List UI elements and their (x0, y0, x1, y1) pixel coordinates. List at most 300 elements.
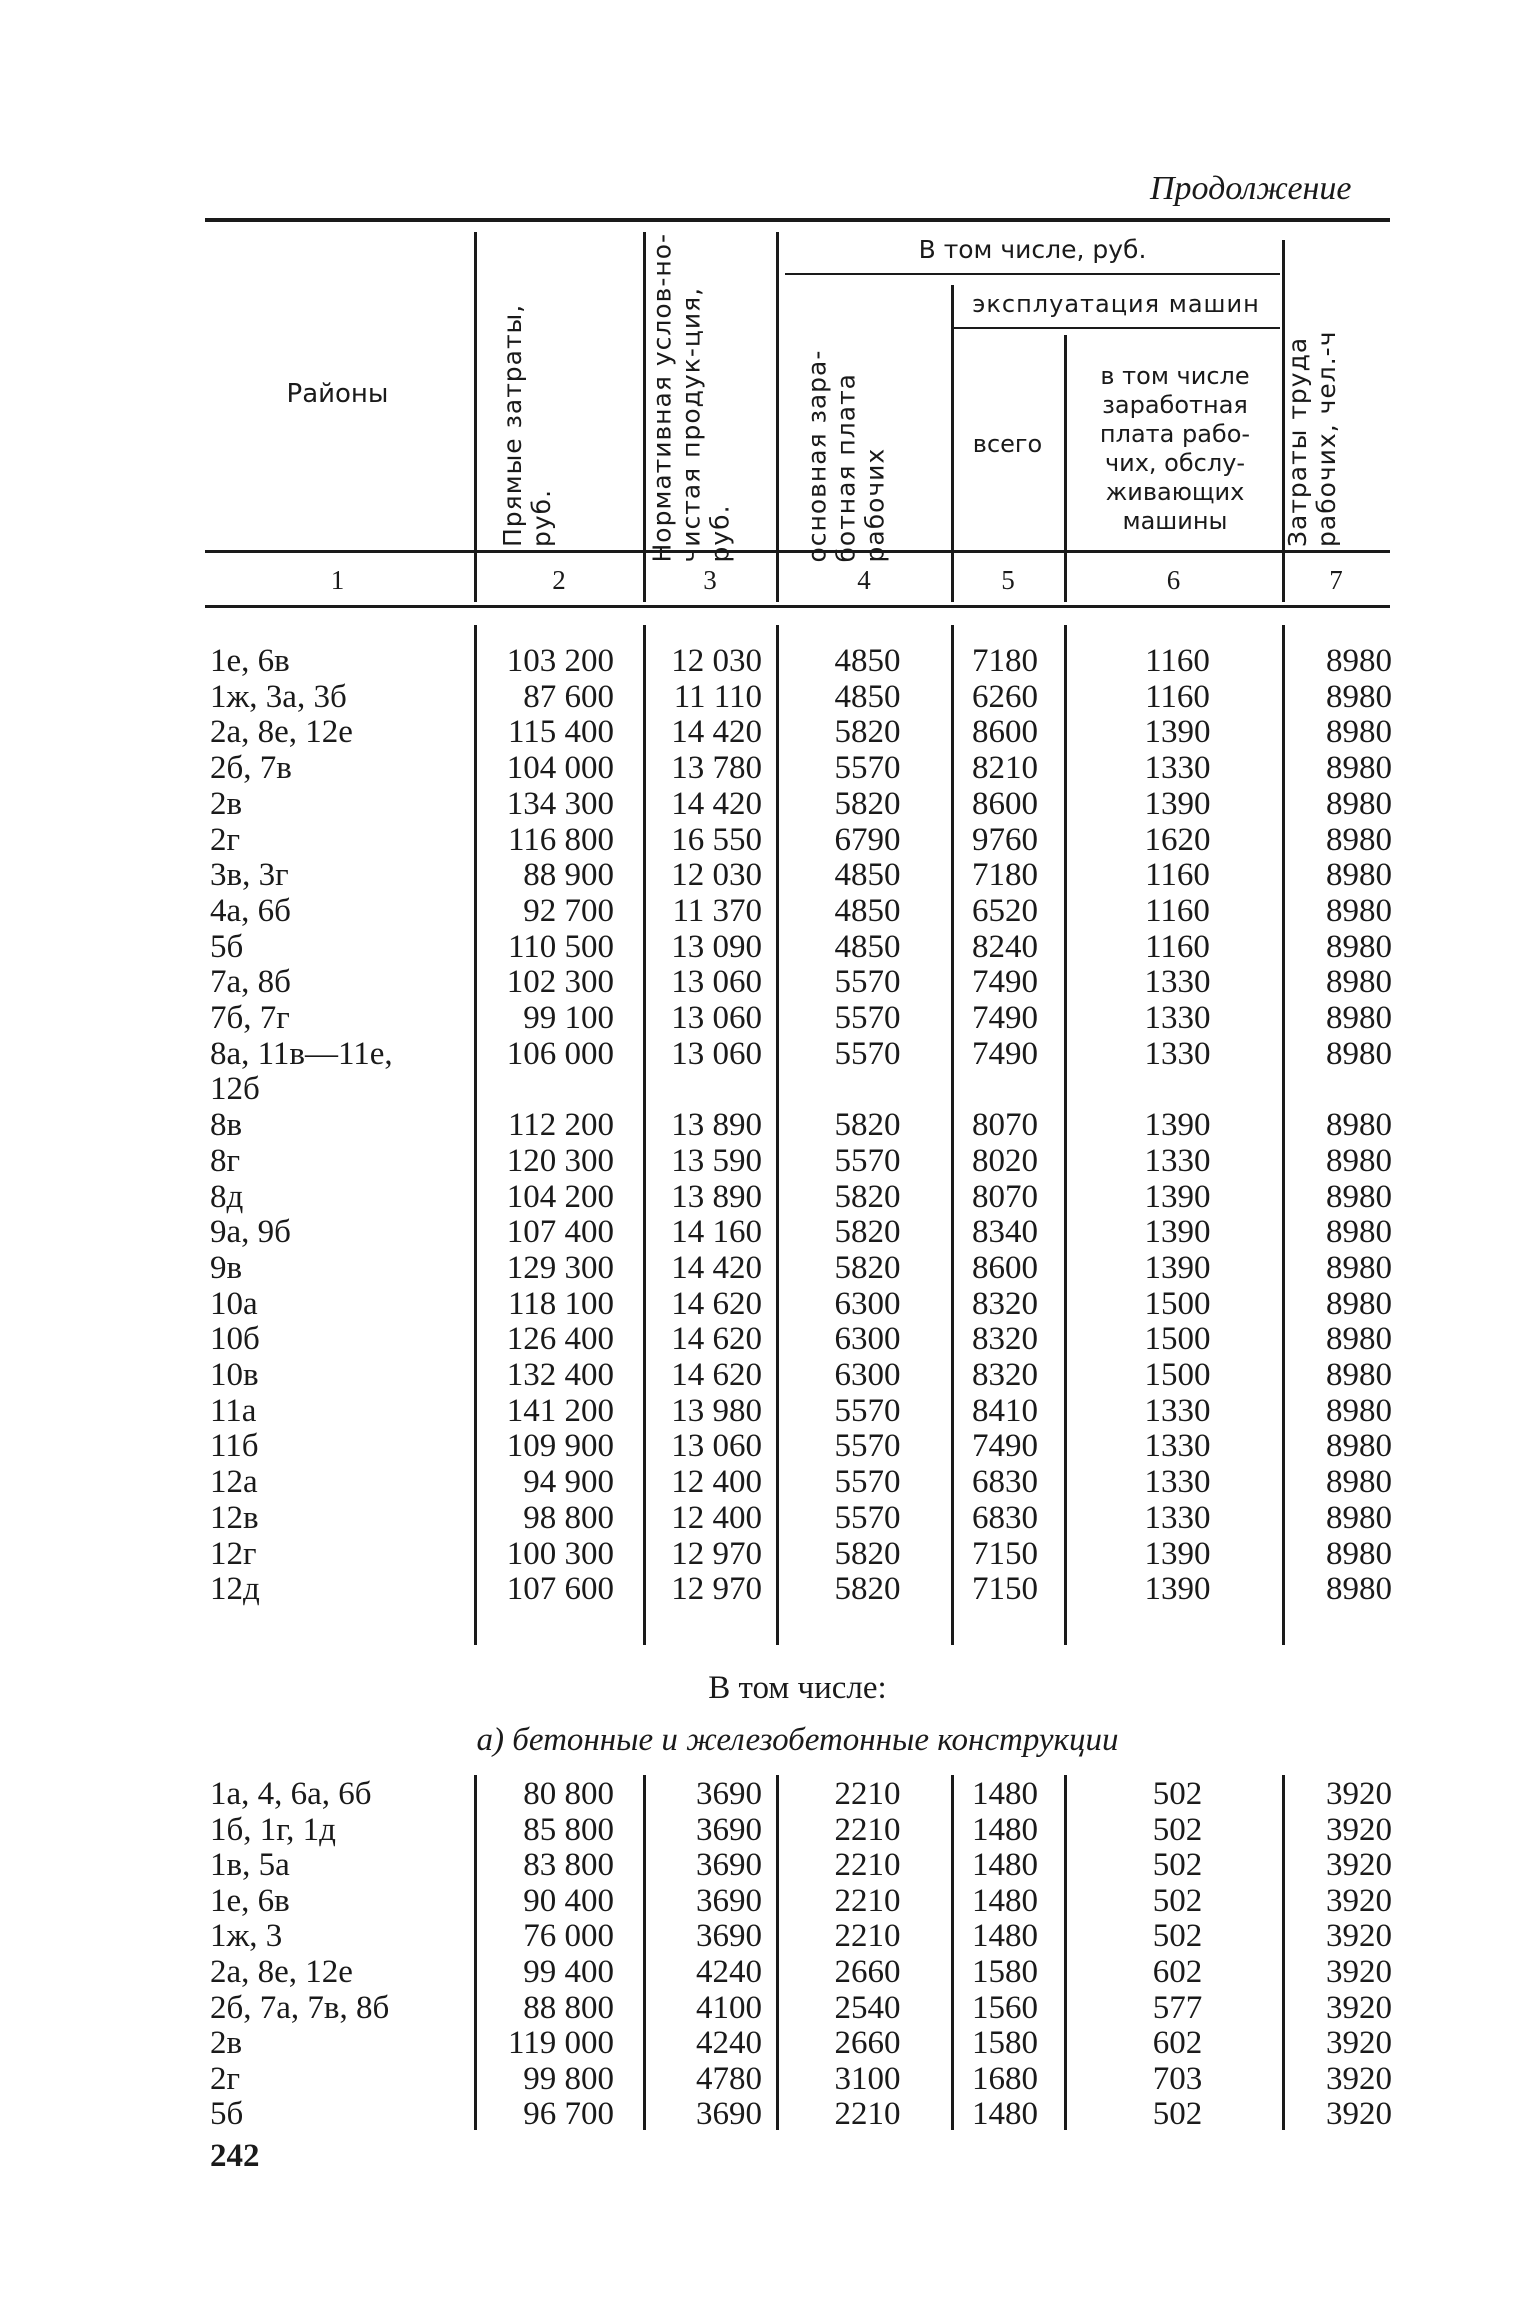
cell-labor-hours: 8980 (1326, 1000, 1392, 1036)
cell-base-wages: 5570 (834, 1000, 901, 1036)
table-row (0, 822, 1540, 858)
header-col2: Прямые затраты, руб. (498, 303, 556, 547)
cell-direct-costs: 132 400 (506, 1357, 614, 1393)
cell-direct-costs: 94 900 (523, 1464, 614, 1501)
cell-base-wages: 2210 (834, 1776, 901, 1812)
cell-district: 2а, 8е, 12е (210, 1954, 353, 1990)
table-row (0, 1883, 1540, 1919)
cell-machines-total: 8340 (972, 1214, 1038, 1251)
table-row (0, 1500, 1540, 1536)
cell-district: 11б (210, 1428, 259, 1465)
cell-labor-hours: 8980 (1326, 1214, 1392, 1251)
cell-district: 12а (210, 1464, 258, 1501)
cell-machines-total: 8020 (972, 1142, 1038, 1179)
cell-labor-hours: 8980 (1326, 1321, 1392, 1358)
header-group: В том числе, руб. (918, 235, 1147, 264)
cell-district: 2в (210, 785, 243, 822)
cell-base-wages: 5570 (834, 1035, 901, 1072)
cell-district: 12г (210, 1535, 257, 1572)
cell-base-wages: 5820 (834, 1178, 901, 1215)
cell-machine-wages: 1160 (1145, 857, 1210, 894)
cell-net-output: 12 030 (671, 643, 762, 679)
cell-net-output: 14 420 (671, 785, 762, 822)
cell-net-output: 3690 (696, 1776, 762, 1812)
cell-district: 10б (210, 1321, 260, 1358)
cell-base-wages: 2660 (834, 1954, 901, 1990)
cell-machine-wages: 1390 (1144, 785, 1211, 822)
cell-direct-costs: 80 800 (523, 1776, 614, 1812)
cell-direct-costs: 141 200 (506, 1392, 614, 1429)
table-row (0, 929, 1540, 965)
header-machines: эксплуатация машин (972, 290, 1260, 318)
vline-4 (951, 285, 954, 602)
cell-district: 2г (210, 2060, 241, 2097)
cell-direct-costs: 88 800 (523, 1989, 614, 2026)
cell-base-wages: 5570 (834, 1392, 901, 1429)
table-row (0, 1990, 1540, 2026)
table-row (0, 1571, 1540, 1607)
cell-base-wages: 5820 (834, 1107, 901, 1144)
table-row (0, 1536, 1540, 1572)
table-row (0, 750, 1540, 786)
cell-direct-costs: 85 800 (523, 1811, 614, 1848)
cell-machine-wages: 1330 (1144, 1035, 1211, 1072)
cell-labor-hours: 8980 (1326, 1464, 1392, 1501)
cell-direct-costs: 104 200 (506, 1178, 614, 1215)
table-row (0, 1036, 1540, 1072)
cell-machine-wages: 1160 (1145, 892, 1210, 929)
vline-1 (474, 232, 477, 602)
cell-machine-wages: 1330 (1144, 1499, 1211, 1536)
cell-machine-wages: 602 (1152, 1954, 1203, 1990)
cell-machines-total: 8600 (972, 714, 1038, 751)
cell-net-output: 14 420 (671, 714, 762, 751)
cell-machines-total: 8410 (972, 1392, 1038, 1429)
cell-district: 12б (210, 1071, 260, 1108)
cell-net-output: 14 160 (671, 1214, 762, 1251)
cell-labor-hours: 3920 (1326, 1989, 1392, 2026)
cell-base-wages: 2210 (834, 2096, 901, 2133)
cell-base-wages: 5570 (834, 1428, 901, 1465)
cell-direct-costs: 120 300 (506, 1142, 614, 1179)
cell-machines-total: 7180 (972, 643, 1038, 679)
table-row (0, 1107, 1540, 1143)
table-row (0, 679, 1540, 715)
cell-district: 2а, 8е, 12е (210, 714, 353, 751)
cell-direct-costs: 134 300 (506, 785, 614, 822)
table-row (0, 1179, 1540, 1215)
cell-net-output: 13 780 (671, 750, 762, 787)
cell-machines-total: 7150 (972, 1535, 1038, 1572)
cell-net-output: 14 620 (671, 1321, 762, 1358)
cell-machines-total: 1480 (972, 1776, 1038, 1812)
cell-base-wages: 5570 (834, 1499, 901, 1536)
header-col7: Затраты труда рабочих, чел.-ч (1283, 330, 1341, 547)
cell-base-wages: 2210 (834, 1882, 901, 1919)
cell-labor-hours: 8980 (1326, 892, 1392, 929)
cell-direct-costs: 90 400 (523, 1882, 614, 1919)
cell-district: 4а, 6б (210, 892, 291, 929)
cell-district: 8д (210, 1178, 244, 1215)
cell-machine-wages: 1390 (1144, 1249, 1211, 1286)
cell-machines-total: 8320 (972, 1285, 1038, 1322)
cell-base-wages: 4850 (834, 857, 901, 894)
cell-net-output: 3690 (696, 1882, 762, 1919)
cell-direct-costs: 99 100 (523, 1000, 614, 1036)
top-rule (205, 218, 1390, 222)
cell-machines-total: 8070 (972, 1107, 1038, 1144)
cell-base-wages: 6790 (834, 821, 901, 858)
table-row (0, 1321, 1540, 1357)
table-row (0, 643, 1540, 679)
cell-district: 2б, 7в (210, 750, 292, 787)
vline-5 (1064, 335, 1067, 602)
cell-base-wages: 6300 (834, 1285, 901, 1322)
cell-district: 3в, 3г (210, 857, 289, 894)
table-row (0, 1357, 1540, 1393)
cell-labor-hours: 8980 (1326, 1392, 1392, 1429)
cell-machine-wages: 1390 (1144, 1571, 1211, 1608)
cell-machines-total: 9760 (972, 821, 1038, 858)
cell-labor-hours: 8980 (1326, 1535, 1392, 1572)
cell-direct-costs: 88 900 (523, 857, 614, 894)
cell-district: 1ж, 3 (210, 1918, 283, 1955)
table-row (0, 2061, 1540, 2097)
cell-machine-wages: 502 (1152, 1776, 1203, 1812)
cell-base-wages: 4850 (834, 928, 901, 965)
colnum-7: 7 (1329, 565, 1343, 595)
cell-district: 2в (210, 2025, 243, 2062)
cell-machines-total: 1480 (972, 1918, 1038, 1955)
continuation-label: Продолжение (1150, 170, 1352, 207)
cell-district: 12в (210, 1499, 259, 1536)
table-row (0, 1286, 1540, 1322)
cell-district: 5б (210, 2096, 244, 2133)
cell-labor-hours: 8980 (1326, 1499, 1392, 1536)
cell-labor-hours: 8980 (1326, 678, 1392, 715)
cell-machine-wages: 1390 (1144, 1178, 1211, 1215)
cell-labor-hours: 3920 (1326, 1811, 1392, 1848)
cell-net-output: 3690 (696, 2096, 762, 2133)
cell-base-wages: 5820 (834, 1571, 901, 1608)
cell-labor-hours: 3920 (1326, 2025, 1392, 2062)
colnum-4: 4 (857, 565, 871, 595)
table-row (0, 1954, 1540, 1990)
cell-net-output: 4240 (696, 1954, 762, 1990)
table-row (0, 1393, 1540, 1429)
cell-district: 10а (210, 1285, 258, 1322)
cell-labor-hours: 8980 (1326, 1428, 1392, 1465)
cell-base-wages: 5570 (834, 1464, 901, 1501)
table-row (0, 1776, 1540, 1812)
cell-district: 9в (210, 1249, 243, 1286)
cell-base-wages: 2540 (834, 1989, 901, 2026)
cell-net-output: 14 620 (671, 1357, 762, 1393)
cell-machines-total: 8320 (972, 1357, 1038, 1393)
cell-labor-hours: 3920 (1326, 1776, 1392, 1812)
cell-base-wages: 5820 (834, 1535, 901, 1572)
vline-3 (776, 232, 779, 602)
cell-labor-hours: 8980 (1326, 821, 1392, 858)
cell-net-output: 13 060 (671, 1035, 762, 1072)
cell-machines-total: 8320 (972, 1321, 1038, 1358)
cell-direct-costs: 87 600 (523, 678, 614, 715)
table-row (0, 1143, 1540, 1179)
cell-district: 8а, 11в—11е, (210, 1035, 393, 1072)
cell-base-wages: 6300 (834, 1357, 901, 1393)
cell-machine-wages: 602 (1152, 2025, 1203, 2062)
cell-machine-wages: 1500 (1144, 1321, 1211, 1358)
cell-machines-total: 8070 (972, 1178, 1038, 1215)
cell-base-wages: 4850 (834, 892, 901, 929)
cell-district: 8в (210, 1107, 243, 1144)
cell-labor-hours: 8980 (1326, 1142, 1392, 1179)
cell-labor-hours: 3920 (1326, 1847, 1392, 1884)
cell-net-output: 13 590 (671, 1142, 762, 1179)
cell-machine-wages: 1330 (1144, 964, 1211, 1001)
cell-machine-wages: 502 (1152, 1918, 1203, 1955)
cell-base-wages: 2210 (834, 1918, 901, 1955)
table-row (0, 1812, 1540, 1848)
cell-district: 11а (210, 1392, 257, 1429)
cell-direct-costs: 104 000 (506, 750, 614, 787)
cell-net-output: 13 090 (671, 928, 762, 965)
cell-net-output: 16 550 (671, 821, 762, 858)
cell-net-output: 13 060 (671, 964, 762, 1001)
cell-net-output: 12 400 (671, 1499, 762, 1536)
table-row (0, 1847, 1540, 1883)
cell-district: 1е, 6в (210, 643, 290, 679)
cell-district: 2б, 7а, 7в, 8б (210, 1989, 390, 2026)
cell-machine-wages: 1390 (1144, 714, 1211, 751)
cell-direct-costs: 96 700 (523, 2096, 614, 2133)
cell-machines-total: 6830 (972, 1499, 1038, 1536)
cell-direct-costs: 106 000 (506, 1035, 614, 1072)
cell-machines-total: 6830 (972, 1464, 1038, 1501)
table-row (0, 893, 1540, 929)
cell-net-output: 4780 (696, 2060, 762, 2097)
cell-machines-total: 7490 (972, 1000, 1038, 1036)
cell-machines-total: 7490 (972, 1428, 1038, 1465)
cell-machine-wages: 502 (1152, 2096, 1203, 2133)
cell-machine-wages: 1160 (1145, 643, 1210, 679)
table-row (0, 964, 1540, 1000)
table-row (0, 2025, 1540, 2061)
cell-machine-wages: 502 (1152, 1811, 1203, 1848)
cell-labor-hours: 8980 (1326, 1249, 1392, 1286)
cell-net-output: 4240 (696, 2025, 762, 2062)
cell-labor-hours: 8980 (1326, 1178, 1392, 1215)
table-row (0, 786, 1540, 822)
cell-net-output: 13 890 (671, 1178, 762, 1215)
cell-machine-wages: 1330 (1144, 1428, 1211, 1465)
cell-net-output: 14 620 (671, 1285, 762, 1322)
colnum-3: 3 (703, 565, 717, 595)
cell-direct-costs: 109 900 (506, 1428, 614, 1465)
cell-direct-costs: 110 500 (507, 928, 614, 965)
cell-labor-hours: 8980 (1326, 1285, 1392, 1322)
cell-machine-wages: 1160 (1145, 678, 1210, 715)
cell-machine-wages: 1160 (1145, 928, 1210, 965)
table-row (0, 1918, 1540, 1954)
table-row (0, 714, 1540, 750)
subheading-concrete: а) бетонные и железобетонные конструкции (476, 1722, 1119, 1758)
cell-machines-total: 1480 (972, 2096, 1038, 2133)
header-bottom-rule (205, 550, 1390, 553)
cell-direct-costs: 118 100 (507, 1285, 614, 1322)
cell-labor-hours: 3920 (1326, 1954, 1392, 1990)
cell-labor-hours: 8980 (1326, 1357, 1392, 1393)
cell-machines-total: 7490 (972, 964, 1038, 1001)
page-number: 242 (210, 2138, 260, 2174)
cell-base-wages: 2210 (834, 1811, 901, 1848)
cell-net-output: 13 980 (671, 1392, 762, 1429)
cell-machines-total: 1480 (972, 1847, 1038, 1884)
cell-direct-costs: 103 200 (506, 643, 614, 679)
cell-machine-wages: 577 (1152, 1989, 1203, 2026)
cell-machine-wages: 502 (1152, 1847, 1203, 1884)
cell-base-wages: 6300 (834, 1321, 901, 1358)
cell-machines-total: 8240 (972, 928, 1038, 965)
cell-base-wages: 5570 (834, 964, 901, 1001)
cell-base-wages: 3100 (834, 2060, 901, 2097)
cell-machine-wages: 1330 (1144, 1142, 1211, 1179)
subheading: В том числе: (708, 1670, 887, 1706)
cell-district: 1ж, 3а, 3б (210, 678, 347, 715)
cell-district: 12д (210, 1571, 260, 1608)
cell-direct-costs: 83 800 (523, 1847, 614, 1884)
colnum-6: 6 (1166, 565, 1181, 595)
cell-district: 10в (210, 1357, 259, 1393)
cell-net-output: 12 400 (671, 1464, 762, 1501)
cell-labor-hours: 8980 (1326, 785, 1392, 822)
colnum-5: 5 (1001, 565, 1015, 595)
cell-direct-costs: 119 000 (507, 2025, 614, 2062)
cell-labor-hours: 3920 (1326, 2060, 1392, 2097)
cell-machines-total: 8600 (972, 1249, 1038, 1286)
colnum-2: 2 (552, 565, 566, 595)
cell-labor-hours: 8980 (1326, 643, 1392, 679)
cell-direct-costs: 99 800 (523, 2060, 614, 2097)
cell-district: 5б (210, 928, 244, 965)
cell-machines-total: 6260 (972, 678, 1038, 715)
cell-net-output: 12 970 (671, 1535, 762, 1572)
table-row (0, 1071, 1540, 1107)
cell-machine-wages: 502 (1152, 1882, 1203, 1919)
cell-machines-total: 7490 (972, 1035, 1038, 1072)
cell-district: 1б, 1г, 1д (210, 1811, 336, 1848)
cell-direct-costs: 126 400 (506, 1321, 614, 1358)
cell-direct-costs: 115 400 (507, 714, 614, 751)
cell-labor-hours: 8980 (1326, 714, 1392, 751)
colnum-bottom-rule (205, 605, 1390, 608)
cell-net-output: 11 370 (672, 892, 762, 929)
cell-machines-total: 1580 (972, 2025, 1038, 2062)
cell-labor-hours: 3920 (1326, 1918, 1392, 1955)
cell-net-output: 13 060 (671, 1428, 762, 1465)
cell-direct-costs: 107 600 (506, 1571, 614, 1608)
cell-base-wages: 5570 (834, 1142, 901, 1179)
cell-net-output: 11 110 (673, 678, 762, 715)
cell-base-wages: 4850 (834, 678, 901, 715)
cell-net-output: 3690 (696, 1918, 762, 1955)
cell-net-output: 3690 (696, 1811, 762, 1848)
cell-machines-total: 1560 (972, 1989, 1038, 2026)
table-row (0, 1428, 1540, 1464)
cell-machines-total: 1680 (972, 2060, 1038, 2097)
cell-district: 7а, 8б (210, 964, 291, 1001)
cell-machines-total: 1480 (972, 1882, 1038, 1919)
cell-direct-costs: 99 400 (523, 1954, 614, 1990)
cell-labor-hours: 8980 (1326, 857, 1392, 894)
cell-base-wages: 5820 (834, 785, 901, 822)
cell-district: 1в, 5а (210, 1847, 290, 1884)
cell-machines-total: 1480 (972, 1811, 1038, 1848)
cell-district: 7б, 7г (210, 1000, 290, 1036)
cell-district: 8г (210, 1142, 241, 1179)
cell-machine-wages: 1390 (1144, 1107, 1211, 1144)
cell-net-output: 3690 (696, 1847, 762, 1884)
cell-direct-costs: 107 400 (506, 1214, 614, 1251)
cell-machine-wages: 703 (1152, 2060, 1203, 2097)
cell-machines-total: 7180 (972, 857, 1038, 894)
table-row (0, 1250, 1540, 1286)
cell-machine-wages: 1500 (1144, 1285, 1211, 1322)
cell-machine-wages: 1620 (1144, 821, 1211, 858)
cell-district: 2г (210, 821, 241, 858)
table-row (0, 1000, 1540, 1036)
cell-machine-wages: 1330 (1144, 1464, 1211, 1501)
cell-direct-costs: 129 300 (506, 1249, 614, 1286)
cell-machines-total: 7150 (972, 1571, 1038, 1608)
cell-net-output: 12 030 (671, 857, 762, 894)
colnum-1: 1 (330, 565, 345, 595)
cell-machine-wages: 1500 (1144, 1357, 1211, 1393)
machines-rule (952, 327, 1280, 329)
cell-labor-hours: 8980 (1326, 1035, 1392, 1072)
table-row (0, 1464, 1540, 1500)
vline-2 (643, 232, 646, 602)
cell-machine-wages: 1330 (1144, 1392, 1211, 1429)
cell-net-output: 4100 (696, 1989, 762, 2026)
header-col5: всего (972, 430, 1043, 458)
cell-direct-costs: 116 800 (507, 821, 614, 858)
table-row (0, 857, 1540, 893)
header-col1: Районы (286, 379, 389, 409)
cell-direct-costs: 100 300 (506, 1535, 614, 1572)
cell-labor-hours: 3920 (1326, 1882, 1392, 1919)
cell-direct-costs: 92 700 (523, 892, 614, 929)
cell-machines-total: 6520 (972, 892, 1038, 929)
cell-base-wages: 5820 (834, 1214, 901, 1251)
cell-labor-hours: 8980 (1326, 1571, 1392, 1608)
cell-base-wages: 2210 (834, 1847, 901, 1884)
cell-labor-hours: 8980 (1326, 750, 1392, 787)
header-col6: в том числе заработная плата рабо-чих, обслу-живающих машины (1099, 362, 1251, 535)
cell-labor-hours: 3920 (1326, 2096, 1392, 2133)
cell-base-wages: 5820 (834, 714, 901, 751)
cell-district: 1е, 6в (210, 1882, 290, 1919)
cell-labor-hours: 8980 (1326, 928, 1392, 965)
cell-direct-costs: 98 800 (523, 1499, 614, 1536)
cell-direct-costs: 112 200 (507, 1107, 614, 1144)
cell-labor-hours: 8980 (1326, 1107, 1392, 1144)
cell-machine-wages: 1330 (1144, 1000, 1211, 1036)
cell-net-output: 12 970 (671, 1571, 762, 1608)
cell-base-wages: 2660 (834, 2025, 901, 2062)
cell-machine-wages: 1390 (1144, 1214, 1211, 1251)
header-col3: Нормативная услов-но-чистая продук-ция, руб. (647, 232, 735, 563)
